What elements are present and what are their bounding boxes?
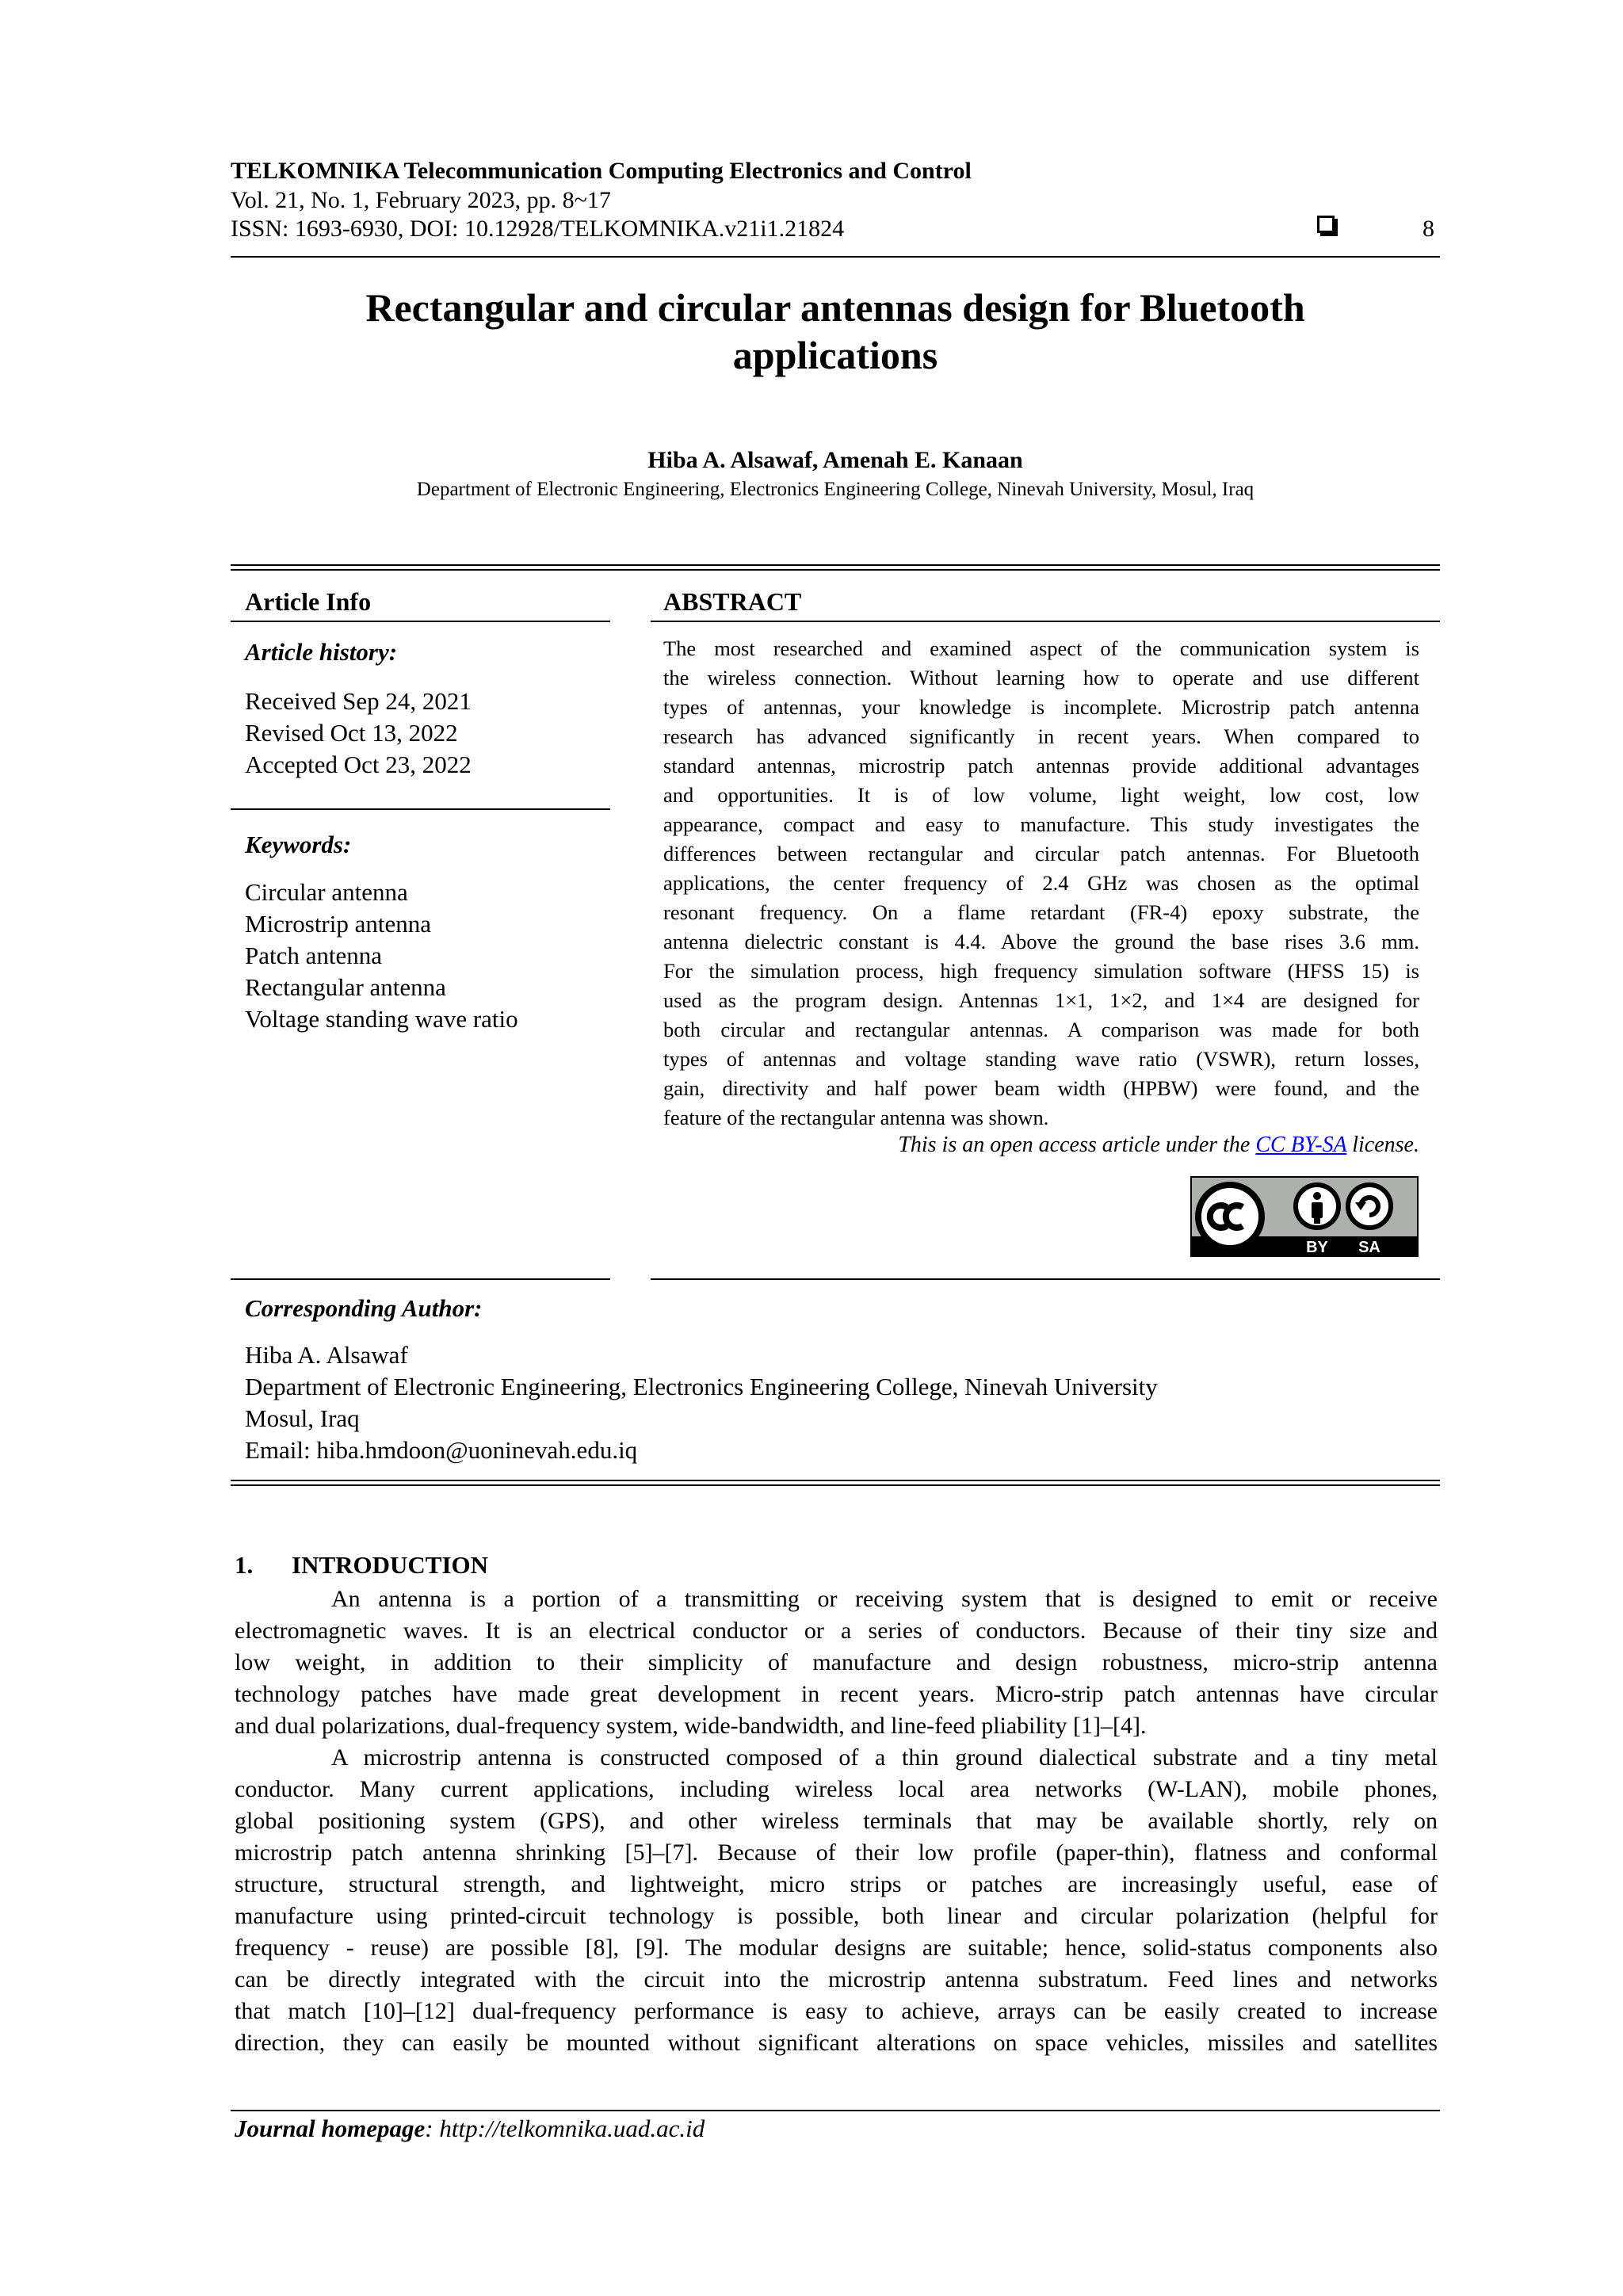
corresponding-dept: Department of Electronic Engineering, Electronics Engineering College, Ninevah University <box>245 1373 1158 1400</box>
affiliation: Department of Electronic Engineering, Electronics Engineering College, Ninevah University, Mosul, Iraq <box>416 479 1254 500</box>
abstract-line: and opportunities. It is of low volume, light weight, low cost, low <box>663 783 1419 807</box>
abstract-bottom-rule <box>651 1278 1440 1280</box>
body-line: frequency - reuse) are possible [8], [9]. The modular designs are suitable; hence, solid-status components also <box>235 1935 1438 1961</box>
abstract-line: types of antennas and voltage standing wave ratio (VSWR), return losses, <box>663 1047 1419 1071</box>
keyword: Rectangular antenna <box>245 973 446 1001</box>
abstract-line: antenna dielectric constant is 4.4. Above the ground the base rises 3.6 mm. <box>663 930 1419 953</box>
badge-sa-label: SA <box>1358 1239 1381 1256</box>
keyword: Voltage standing wave ratio <box>245 1005 518 1033</box>
license-suffix: license. <box>1346 1133 1419 1157</box>
abstract-line: For the simulation process, high frequency simulation software (HFSS 15) is <box>663 959 1419 983</box>
abstract-line: resonant frequency. On a flame retardant (FR-4) epoxy substrate, the <box>663 900 1419 924</box>
issn-doi: ISSN: 1693-6930, DOI: 10.12928/TELKOMNIKA.v21i1.21824 <box>231 216 845 242</box>
frame-bottom-rule-1 <box>231 1480 1440 1481</box>
by-attribution-icon <box>1296 1185 1338 1228</box>
introduction-body <box>235 1584 1438 2059</box>
abstract-line: standard antennas, microstrip patch antennas provide additional advantages <box>663 754 1419 777</box>
body-line: structure, structural strength, and lightweight, micro strips or patches are increasingly useful, ease of <box>235 1871 1438 1897</box>
journal-name: TELKOMNIKA Telecommunication Computing Electronics and Control <box>231 158 972 184</box>
badge-by-label: BY <box>1306 1239 1328 1256</box>
abstract-line: both circular and rectangular antennas. A comparison was made for both <box>663 1018 1419 1041</box>
keyword: Microstrip antenna <box>245 910 432 938</box>
license-prefix: This is an open access article under the <box>898 1133 1256 1157</box>
cc-by-sa-badge[interactable] <box>1190 1176 1419 1257</box>
corresponding-email[interactable]: Email: hiba.hmdoon@uoninevah.edu.iq <box>245 1436 638 1464</box>
corresponding-author-label: Corresponding Author: <box>245 1294 483 1322</box>
volume-info: Vol. 21, No. 1, February 2023, pp. 8~17 <box>231 187 611 213</box>
journal-homepage <box>235 2114 705 2144</box>
keywords-label: Keywords: <box>245 831 352 858</box>
abstract-text <box>663 634 1419 1133</box>
keywords-list <box>245 877 518 1035</box>
title-line-2: applications <box>732 333 938 377</box>
info-heading-rule <box>231 621 610 622</box>
accepted-date: Accepted Oct 23, 2022 <box>245 751 472 778</box>
abstract-line: used as the program design. Antennas 1×1, 1×2, and 1×4 are designed for <box>663 988 1419 1012</box>
journal-homepage-url[interactable]: : http://telkomnika.uad.ac.id <box>425 2115 705 2142</box>
abstract-line: appearance, compact and easy to manufacture. This study investigates the <box>663 812 1419 836</box>
body-line: electromagnetic waves. It is an electrical conductor or a series of conductors. Because of their tiny size and <box>235 1618 1438 1644</box>
journal-homepage-label: Journal homepage <box>235 2115 426 2142</box>
cc-by-sa-link[interactable]: CC BY-SA <box>1255 1133 1347 1157</box>
abstract-line: differences between rectangular and circular patch antennas. For Bluetooth <box>663 842 1419 865</box>
abstract-heading: ABSTRACT <box>663 587 802 616</box>
received-date: Received Sep 24, 2021 <box>245 687 472 715</box>
body-line: that match [10]–[12] dual-frequency performance is easy to achieve, arrays can be easily created to increase <box>235 1998 1438 2024</box>
cc-icon <box>1198 1185 1262 1248</box>
revised-date: Revised Oct 13, 2022 <box>245 719 458 747</box>
frame-top-rule-2 <box>231 569 1440 571</box>
history-rule <box>231 808 610 810</box>
section-number: 1. <box>235 1551 254 1579</box>
header-rule <box>231 256 1440 258</box>
body-line: technology patches have made great development in recent years. Micro-strip patch antennas have circular <box>235 1681 1438 1707</box>
authors: Hiba A. Alsawaf, Amenah E. Kanaan <box>647 447 1023 473</box>
corresponding-author-block <box>245 1339 1158 1466</box>
abstract-line: applications, the center frequency of 2.4 GHz was chosen as the optimal <box>663 871 1419 895</box>
frame-bottom-rule-2 <box>231 1484 1440 1486</box>
abstract-line: The most researched and examined aspect of the communication system is <box>663 636 1419 660</box>
body-line: global positioning system (GPS), and other wireless terminals that may be available shortly, rely on <box>235 1808 1438 1834</box>
abstract-line: feature of the rectangular antenna was shown. <box>663 1106 1049 1129</box>
page-number: 8 <box>1423 216 1434 242</box>
keyword: Circular antenna <box>245 878 408 906</box>
sa-share-alike-icon <box>1348 1185 1391 1228</box>
body-line: can be directly integrated with the circuit into the microstrip antenna substratum. Feed lines and networks <box>235 1966 1438 1992</box>
corresponding-name: Hiba A. Alsawaf <box>245 1341 408 1369</box>
abstract-heading-rule <box>651 621 1440 622</box>
abstract-line: gain, directivity and half power beam width (HPBW) were found, and the <box>663 1076 1419 1100</box>
body-line: and dual polarizations, dual-frequency system, wide-bandwidth, and line-feed pliability [1]–[4]. <box>235 1713 1147 1739</box>
body-line: microstrip patch antenna shrinking [5]–[7]. Because of their low profile (paper-thin), flatness and conformal <box>235 1839 1438 1866</box>
section-heading-introduction <box>235 1550 488 1580</box>
open-access-note <box>663 1132 1419 1159</box>
info-bottom-rule <box>231 1278 610 1280</box>
footer-rule <box>231 2110 1440 2111</box>
abstract-line: research has advanced significantly in recent years. When compared to <box>663 724 1419 748</box>
square-box-icon <box>1317 216 1335 233</box>
section-title: INTRODUCTION <box>292 1551 489 1579</box>
corresponding-city: Mosul, Iraq <box>245 1404 360 1432</box>
body-line: manufacture using printed-circuit technology is possible, both linear and circular polarization (helpful for <box>235 1903 1438 1929</box>
body-line: low weight, in addition to their simplicity of manufacture and design robustness, micro-strip antenna <box>235 1649 1438 1675</box>
title-line-1: Rectangular and circular antennas design for Bluetooth <box>365 285 1305 330</box>
abstract-line: types of antennas, your knowledge is incomplete. Microstrip patch antenna <box>663 695 1419 719</box>
body-line: An antenna is a portion of a transmitting or receiving system that is designed to emit or receive <box>331 1586 1438 1612</box>
article-info-heading: Article Info <box>245 587 372 616</box>
body-line: direction, they can easily be mounted without significant alterations on space vehicles, missiles and satellites <box>235 2030 1438 2056</box>
frame-top-rule-1 <box>231 564 1440 566</box>
body-line: A microstrip antenna is constructed composed of a thin ground dialectical substrate and a tiny metal <box>331 1744 1438 1771</box>
body-line: conductor. Many current applications, including wireless local area networks (W-LAN), mobile phones, <box>235 1776 1438 1802</box>
paper-title <box>238 284 1433 379</box>
article-history-label: Article history: <box>245 638 398 666</box>
keyword: Patch antenna <box>245 942 383 969</box>
abstract-line: the wireless connection. Without learning how to operate and use different <box>663 666 1419 690</box>
